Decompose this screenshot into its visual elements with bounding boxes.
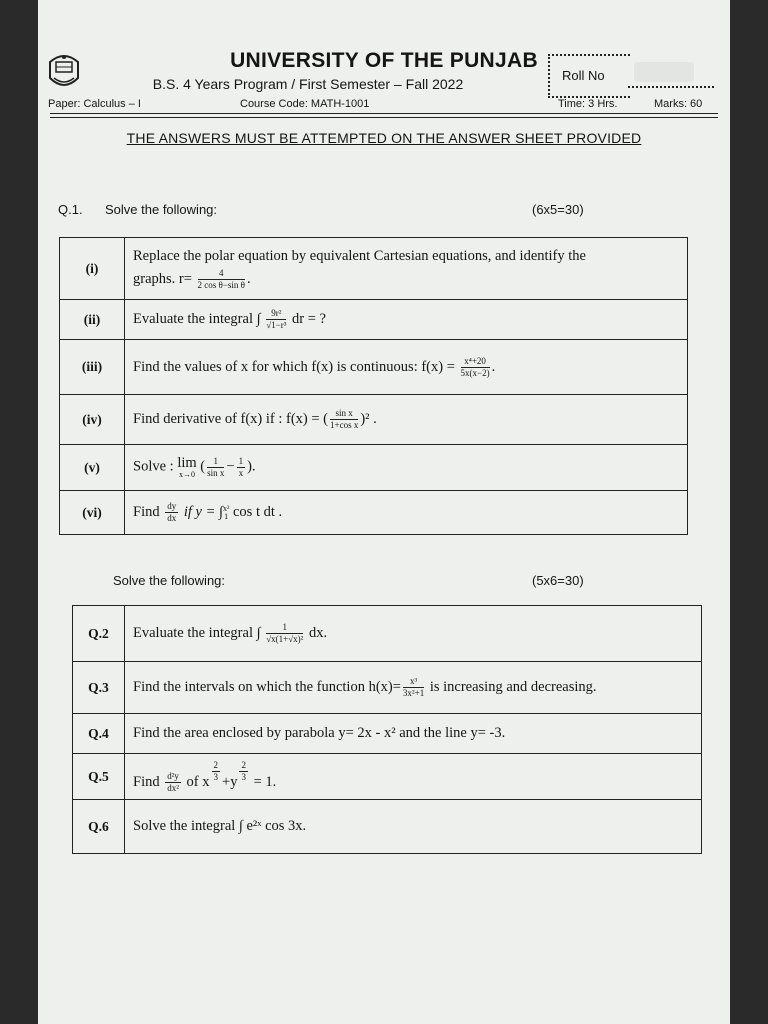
q1-part-ii-tail: dr = ?: [292, 310, 326, 327]
q1-part-text: [125, 445, 688, 491]
limit-subscript: x→0: [178, 469, 195, 479]
limit-fraction-1: [207, 457, 224, 478]
question-number: Q.4: [73, 714, 125, 754]
fraction-denominator: √1−r³: [266, 320, 287, 330]
question-number: Q.6: [73, 800, 125, 854]
fraction-numerator: x⁴+20: [461, 357, 490, 368]
question-number: Q.2: [73, 606, 125, 662]
function-fraction: [461, 357, 490, 378]
q1-part-number: (iii): [60, 340, 125, 395]
fraction-denominator: √x(1+√x)²: [266, 634, 304, 644]
integral-upper-limit: x²: [222, 503, 230, 513]
q1-part-iii-lead: Find the values of x for which f(x) is continuous: f(x) =: [133, 358, 455, 375]
question-text: Find the area enclosed by parabola y= 2x - x² and the line y= -3.: [125, 714, 702, 754]
q1-part-text: [125, 395, 688, 445]
q3-tail: is increasing and decreasing.: [429, 678, 597, 695]
q3-lead: Find the intervals on which the function h(x)=: [133, 678, 401, 695]
fraction-denominator: 3x²+1: [402, 688, 425, 698]
fraction-numerator: 1: [207, 457, 224, 468]
integral-lower-limit: 1: [224, 511, 229, 521]
q1-row: [60, 491, 688, 535]
q1-part-i-line1: Replace the polar equation by equivalent Cartesian equations, and identify the: [133, 247, 586, 264]
q1-table: [59, 237, 688, 535]
q1-part-number: (i): [60, 238, 125, 300]
q1-part-i-tail: .: [247, 270, 251, 287]
header-rule: [50, 113, 718, 114]
fraction-numerator: x³: [403, 677, 424, 688]
fraction-denominator: dx: [167, 513, 177, 523]
q5-lead: Find: [133, 773, 160, 790]
fraction-numerator: 1: [266, 623, 303, 634]
exponent-fraction: [212, 761, 221, 782]
integrand-fraction: [266, 309, 286, 330]
q1-part-v-lead: Solve :: [133, 458, 174, 475]
exam-paper: [38, 0, 730, 1024]
function-fraction: [403, 677, 424, 698]
limit-label: lim: [177, 455, 197, 472]
fraction-denominator: 1+cos x: [330, 420, 359, 430]
q1-part-text: [125, 238, 688, 300]
q5-mid: of x: [186, 773, 210, 790]
program-line: B.S. 4 Years Program / First Semester – Fall 2022: [152, 76, 464, 92]
roll-no-redaction: [634, 62, 694, 82]
q1-part-i-lead: graphs. r=: [133, 270, 192, 287]
fraction-denominator: dx²: [167, 782, 179, 793]
fraction-numerator: 2: [213, 759, 219, 770]
fraction-numerator: dy: [167, 501, 177, 511]
q1-part-number: (v): [60, 445, 125, 491]
q1-row: [60, 238, 688, 300]
instructions-notice: THE ANSWERS MUST BE ATTEMPTED ON THE ANSWER SHEET PROVIDED: [126, 130, 642, 146]
integrand-fraction: [266, 623, 303, 644]
question-row: [73, 662, 702, 714]
fraction-numerator: sin x: [330, 409, 358, 420]
q1-row: [60, 445, 688, 491]
question-text: Solve the integral ∫ e²ˣ cos 3x.: [125, 800, 702, 854]
q1-marks: (6x5=30): [532, 202, 584, 217]
question-text: [125, 606, 702, 662]
q1-part-i-line2: [133, 269, 687, 290]
integral-limits: [223, 505, 229, 521]
fraction-denominator: 2 cos θ−sin θ: [197, 279, 245, 290]
section2-instruction: Solve the following:: [113, 573, 226, 588]
q1-part-number: (vi): [60, 491, 125, 535]
q1-part-text: [125, 491, 688, 535]
roll-no-dotted-line: [628, 86, 714, 88]
q1-part-text: [125, 300, 688, 340]
q1-part-vi-mid: if y = ∫: [183, 503, 223, 520]
q1-row: [60, 395, 688, 445]
total-marks: Marks: 60: [654, 98, 703, 110]
question-text: [125, 662, 702, 714]
q1-row: [60, 300, 688, 340]
q2-lead: Evaluate the integral ∫: [133, 624, 261, 641]
question-row: [73, 800, 702, 854]
q1-part-number: (iv): [60, 395, 125, 445]
open-paren: (: [200, 458, 206, 475]
minus-sign: −: [226, 458, 235, 475]
trig-fraction: [330, 409, 358, 430]
header-rule: [50, 117, 718, 118]
question-number: Q.5: [73, 754, 125, 800]
limit-fraction-2: [237, 457, 246, 478]
section2-table: [72, 605, 702, 854]
q2-tail: dx.: [308, 624, 328, 641]
q1-part-text: [125, 340, 688, 395]
q1-part-number: (ii): [60, 300, 125, 340]
fraction-numerator: 9r²: [266, 309, 286, 320]
q1-part-vi-tail: cos t dt .: [233, 503, 283, 520]
time-allowed: Time: 3 Hrs.: [558, 98, 618, 110]
q1-part-iii-tail: .: [491, 358, 496, 375]
question-text: [125, 754, 702, 800]
question-row: [73, 606, 702, 662]
section2-marks: (5x6=30): [532, 573, 584, 588]
limit-operator: [177, 456, 196, 479]
question-row: [73, 754, 702, 800]
q1-row: [60, 340, 688, 395]
university-title: UNIVERSITY OF THE PUNJAB: [230, 49, 538, 72]
q1-instruction: Solve the following:: [105, 202, 218, 217]
fraction-denominator: 5x(x−2): [460, 367, 490, 378]
fraction-numerator: 4: [198, 269, 245, 280]
roll-no-label: Roll No: [562, 68, 605, 83]
q1-part-v-tail: ).: [247, 458, 256, 475]
paper-name: Paper: Calculus – I: [48, 98, 141, 110]
fraction-denominator: x: [238, 468, 244, 478]
course-code: Course Code: MATH-1001: [240, 98, 370, 110]
polar-fraction: [198, 269, 245, 290]
q1-part-iv-lead: Find derivative of f(x) if : f(x) = (: [133, 410, 329, 427]
q5-tail: = 1.: [253, 773, 277, 790]
q1-label: Q.1.: [58, 202, 83, 217]
q1-part-ii-lead: Evaluate the integral ∫: [133, 310, 261, 327]
question-number: Q.3: [73, 662, 125, 714]
fraction-denominator: sin x: [207, 468, 225, 478]
exponent-fraction: [239, 761, 248, 782]
fraction-denominator: 3: [241, 771, 246, 782]
q1-part-iv-tail: )² .: [360, 410, 377, 427]
fraction-numerator: 1: [238, 456, 244, 466]
q5-mid2: +y: [222, 773, 238, 790]
q1-part-vi-lead: Find: [133, 503, 160, 520]
fraction-denominator: 3: [213, 771, 219, 782]
question-row: [73, 714, 702, 754]
derivative-fraction: [165, 502, 178, 523]
second-derivative-fraction: [165, 772, 181, 793]
fraction-numerator: d²y: [167, 770, 179, 781]
fraction-numerator: 2: [241, 759, 246, 770]
